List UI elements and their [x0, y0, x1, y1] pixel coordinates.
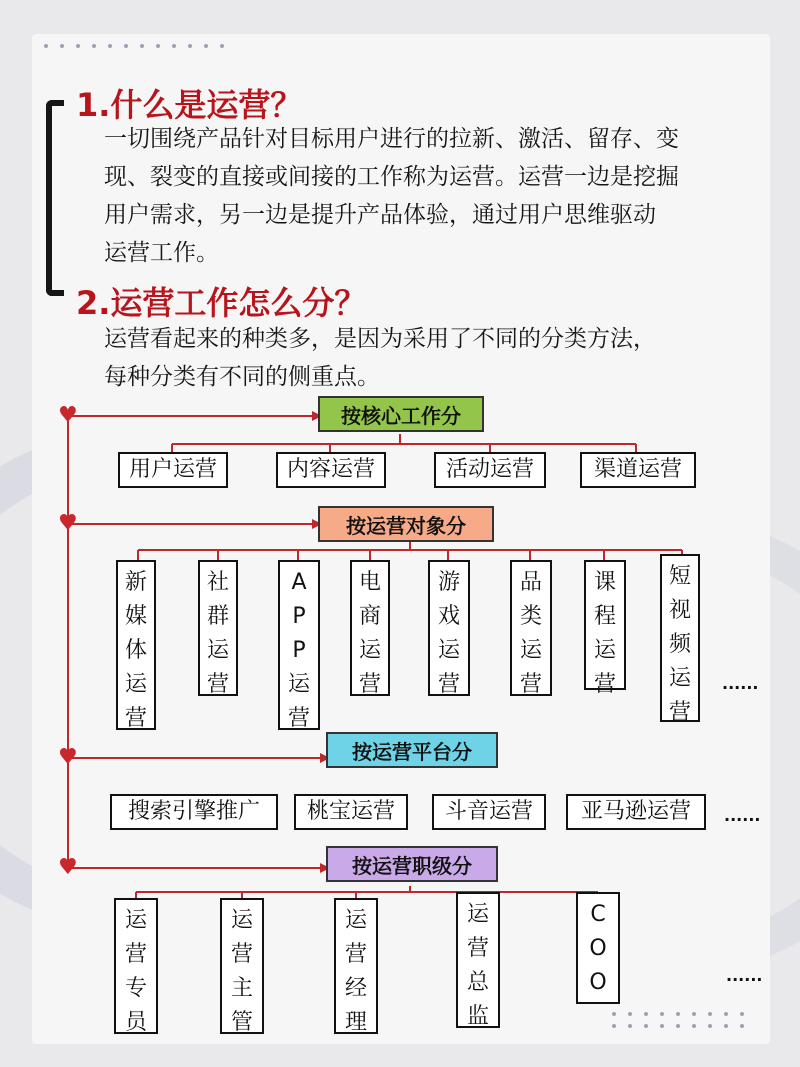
vertical-text: 运营专员: [125, 908, 148, 1035]
item-ops-manager: [334, 898, 378, 1034]
item-search-promo: 搜索引擎推广: [110, 794, 278, 830]
vertical-text: 社群运营: [207, 570, 230, 697]
vertical-text: 课程运营: [594, 570, 617, 697]
heart-icon: ♥: [58, 403, 78, 428]
section2-title: 2.运营工作怎么分？: [76, 284, 367, 322]
item-ecommerce-ops: [350, 560, 390, 696]
item-course-ops: [584, 560, 626, 697]
item-community-ops: [198, 560, 238, 696]
vertical-text: 运营经理: [345, 908, 368, 1035]
item-new-media-ops: [116, 560, 156, 730]
category-rank: 按运营职级分: [326, 846, 498, 882]
item-category-ops: [510, 560, 552, 696]
section2-line: 每种分类有不同的侧重点。: [104, 364, 380, 390]
category-object: 按运营对象分: [318, 506, 494, 542]
category-core-work: 按核心工作分: [318, 396, 484, 432]
item-activity-ops: 活动运营: [434, 452, 546, 488]
item-ops-director: [456, 892, 500, 1028]
section1-title: 1.什么是运营？: [76, 86, 303, 124]
item-ops-specialist: [114, 898, 158, 1034]
vertical-text: 新媒体运营: [125, 570, 148, 731]
vertical-text: 电商运营: [359, 570, 382, 697]
vertical-text: 短视频运营: [669, 564, 692, 725]
item-channel-ops: 渠道运营: [580, 452, 696, 488]
vertical-text: APP运营: [288, 570, 311, 731]
vertical-text: 运营主管: [231, 908, 254, 1035]
ellipsis: ......: [724, 806, 761, 825]
item-coo: [576, 892, 620, 1004]
section1-line: 运营工作。: [104, 240, 219, 266]
section1-line: 用户需求，另一边是提升产品体验，通过用户思维驱动: [104, 202, 656, 228]
item-short-video-ops: [660, 554, 700, 725]
item-taobao-ops: 桃宝运营: [294, 794, 408, 830]
item-game-ops: [428, 560, 470, 696]
section1-line: 一切围绕产品针对目标用户进行的拉新、激活、留存、变: [104, 126, 679, 152]
ellipsis: ......: [726, 966, 763, 985]
heart-icon: ♥: [58, 511, 78, 536]
ellipsis: ......: [722, 674, 759, 693]
vertical-text: 运营总监: [467, 902, 490, 1029]
vertical-text: 品类运营: [520, 570, 543, 697]
item-user-ops: 用户运营: [118, 452, 228, 488]
item-app-ops: [278, 560, 320, 730]
item-amazon-ops: 亚马逊运营: [566, 794, 706, 830]
category-platform: 按运营平台分: [326, 732, 498, 768]
vertical-text: COO: [589, 902, 607, 995]
item-content-ops: 内容运营: [276, 452, 386, 488]
vertical-text: 游戏运营: [438, 570, 461, 697]
item-ops-supervisor: [220, 898, 264, 1034]
section2-line: 运营看起来的种类多，是因为采用了不同的分类方法，: [104, 326, 656, 352]
item-douyin-ops: 斗音运营: [432, 794, 546, 830]
heart-icon: ♥: [58, 855, 78, 880]
heart-icon: ♥: [58, 745, 78, 770]
section1-line: 现、裂变的直接或间接的工作称为运营。运营一边是挖掘: [104, 164, 679, 190]
